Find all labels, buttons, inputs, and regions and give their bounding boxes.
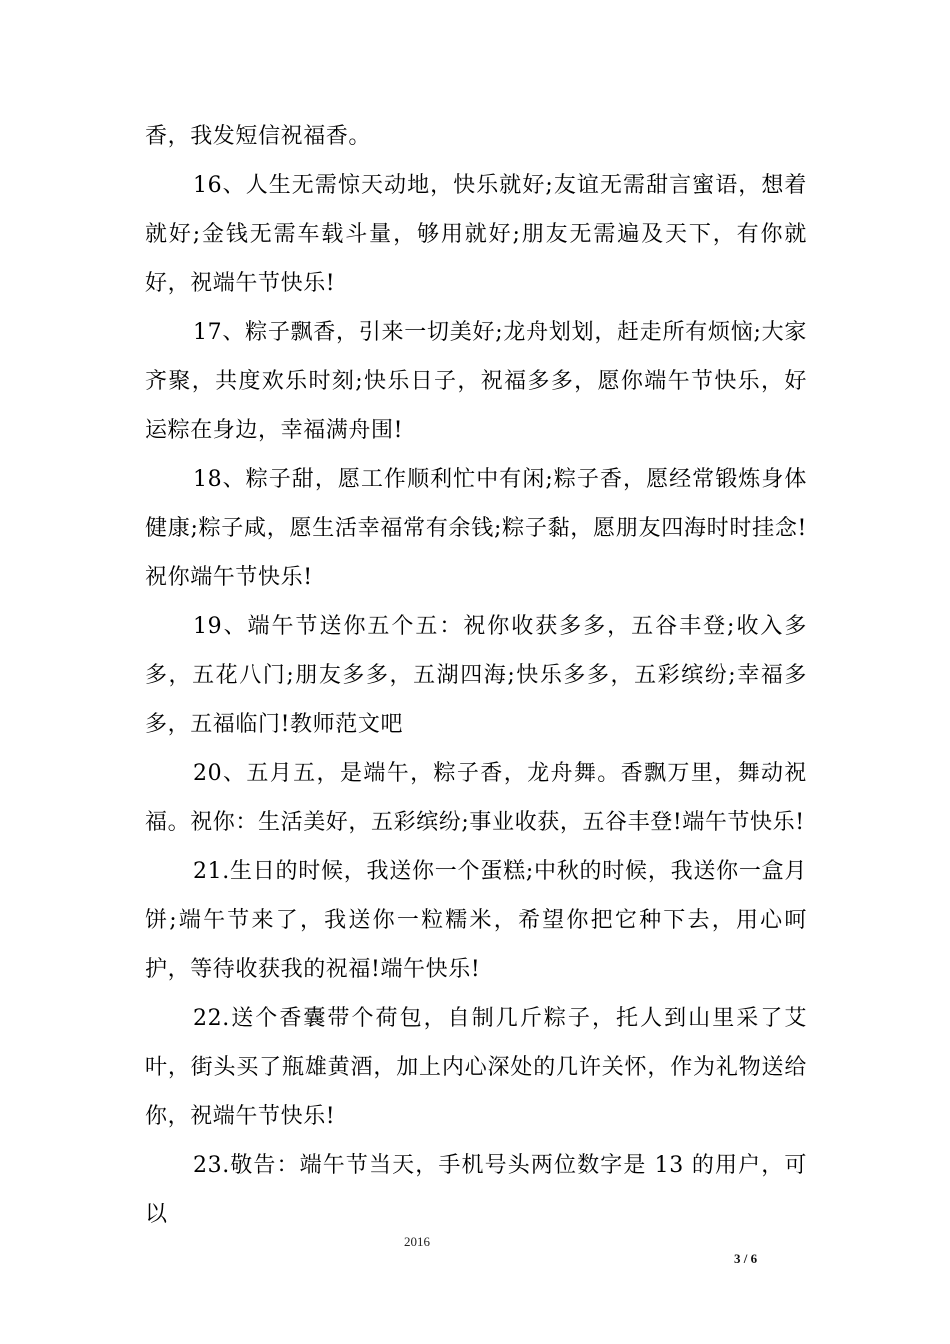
paragraph-item-20: 20、五月五，是端午，粽子香，龙舟舞。香飘万里，舞动祝福。祝你：生活美好，五彩缤纷;事业收获，五谷丰登!端午节快乐!: [145, 761, 807, 835]
paragraph-item-16: 16、人生无需惊天动地，快乐就好;友谊无需甜言蜜语，想着就好;金钱无需车载斗量，够用就好;朋友无需遍及天下，有你就好，祝端午节快乐!: [145, 173, 807, 296]
paragraph-item-22: 22.送个香囊带个荷包，自制几斤粽子，托人到山里采了艾叶，街头买了瓶雄黄酒，加上内心深处的几许关怀，作为礼物送给你，祝端午节快乐!: [145, 1006, 807, 1129]
paragraph-item-17: 17、粽子飘香，引来一切美好;龙舟划划，赶走所有烦恼;大家齐聚，共度欢乐时刻;快乐日子，祝福多多，愿你端午节快乐，好运粽在身边，幸福满舟围!: [145, 320, 807, 443]
paragraph-item-18: 18、粽子甜，愿工作顺利忙中有闲;粽子香，愿经常锻炼身体健康;粽子咸，愿生活幸福常有余钱;粽子黏，愿朋友四海时时挂念!祝你端午节快乐!: [145, 467, 807, 590]
paragraph-item-23: 23.敬告：端午节当天，手机号头两位数字是 13 的用户，可以: [145, 1153, 807, 1227]
paragraph-item-21: 21.生日的时候，我送你一个蛋糕;中秋的时候，我送你一盒月饼;端午节来了，我送你一粒糯米，希望你把它种下去，用心呵护，等待收获我的祝福!端午快乐!: [145, 859, 807, 982]
document-body: [145, 112, 807, 1239]
page-number: 3 / 6: [734, 1251, 758, 1266]
paragraph-item-19: 19、端午节送你五个五：祝你收获多多，五谷丰登;收入多多，五花八门;朋友多多，五湖四海;快乐多多，五彩缤纷;幸福多多，五福临门!教师范文吧: [145, 614, 807, 737]
footer-year: 2016: [404, 1234, 430, 1249]
paragraph-continuation: 香，我发短信祝福香。: [145, 124, 372, 149]
